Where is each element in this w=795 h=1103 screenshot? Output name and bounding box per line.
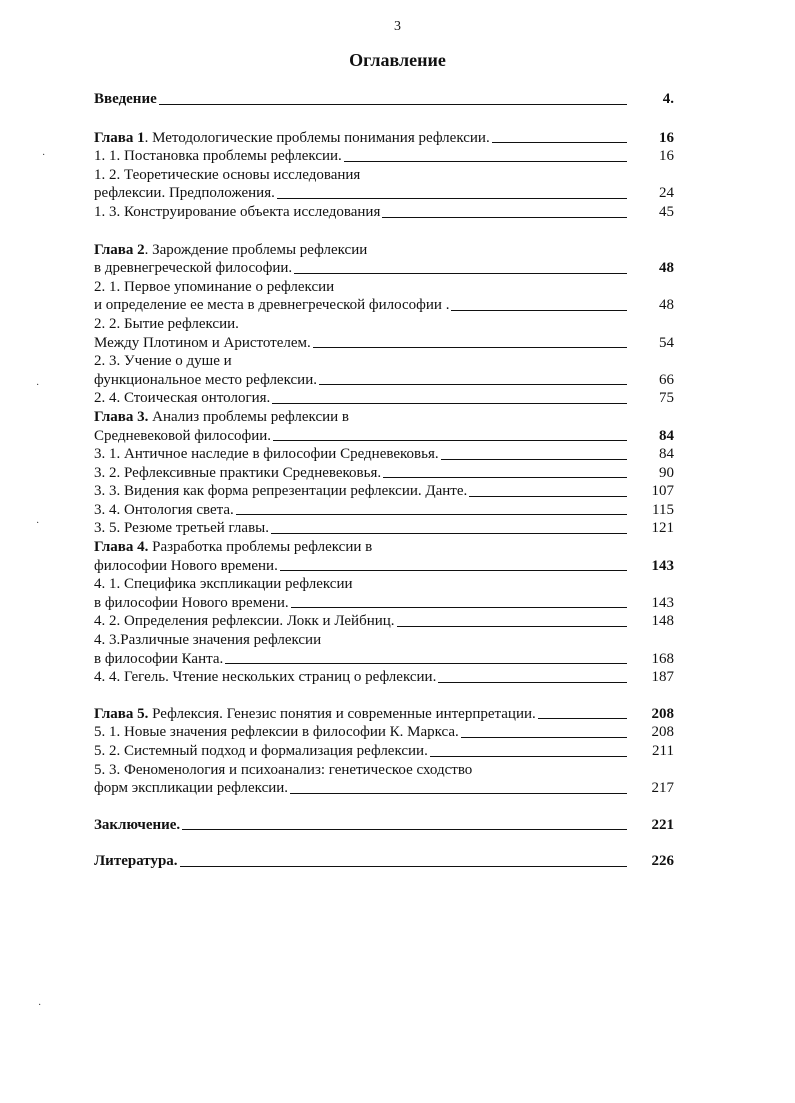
section-title: в философии Нового времени. bbox=[94, 594, 289, 611]
section-title: 5. 1. Новые значения рефлексии в философии К. Маркса. bbox=[94, 724, 459, 741]
toc-entry-label: Введение bbox=[94, 91, 157, 107]
toc-page-number: 208 bbox=[651, 705, 674, 722]
section-title: 1. 3. Конструирование объекта исследования bbox=[94, 203, 381, 220]
section-title: 3. 2. Рефлексивные практики Средневековья. bbox=[94, 464, 382, 481]
toc-section-3-4[interactable] bbox=[94, 501, 674, 520]
toc-chapter-2[interactable] bbox=[94, 259, 674, 278]
dot-leader bbox=[313, 347, 627, 348]
toc-section-2-2-line1: 2. 2. Бытие рефлексии. bbox=[94, 315, 239, 332]
chapter-title: философии Нового времени. bbox=[94, 557, 278, 574]
toc-page-number: 211 bbox=[652, 743, 674, 759]
dot-leader bbox=[383, 477, 627, 478]
toc-page-number: 168 bbox=[651, 650, 674, 667]
toc-chapter-3[interactable] bbox=[94, 427, 674, 446]
dot-leader bbox=[236, 514, 627, 515]
table-of-contents bbox=[94, 90, 674, 871]
dot-leader bbox=[438, 682, 627, 683]
toc-page-number: 121 bbox=[651, 520, 674, 537]
chapter-title: . Зарождение проблемы рефлексии bbox=[144, 241, 368, 258]
section-title: 1. 1. Постановка проблемы рефлексии. bbox=[94, 148, 342, 165]
toc-page-number: 75 bbox=[659, 390, 674, 407]
toc-page-number: 90 bbox=[659, 464, 674, 481]
scan-speck: · bbox=[36, 518, 40, 529]
toc-section-4-1[interactable] bbox=[94, 594, 674, 613]
toc-section-1-2-line1: 1. 2. Теоретические основы исследования bbox=[94, 166, 361, 183]
section-title: 3. 1. Античное наследие в философии Средневековья. bbox=[94, 446, 439, 463]
toc-page-number: 45 bbox=[659, 203, 674, 220]
section-title: 3. 4. Онтология света. bbox=[94, 501, 234, 518]
toc-chapter-5[interactable] bbox=[94, 705, 674, 724]
scan-speck: · bbox=[38, 1000, 42, 1011]
section-title: и определение ее места в древнегреческой философии . bbox=[94, 297, 450, 314]
toc-section-2-3-line1: 2. 3. Учение о душе и bbox=[94, 353, 232, 370]
page-title: Оглавление bbox=[349, 50, 446, 70]
toc-page-number: 208 bbox=[651, 724, 674, 741]
toc-section-5-1[interactable] bbox=[94, 723, 674, 742]
toc-page-number: 84 bbox=[659, 446, 674, 463]
toc-page-number: 143 bbox=[651, 557, 674, 574]
toc-page-number: 48 bbox=[659, 297, 674, 314]
toc-entry-literature[interactable] bbox=[94, 852, 674, 871]
toc-section-2-2[interactable] bbox=[94, 334, 674, 353]
toc-section-4-2[interactable] bbox=[94, 612, 674, 631]
toc-chapter-4-line1 bbox=[94, 538, 674, 557]
toc-section-4-4[interactable] bbox=[94, 668, 674, 687]
chapter-title: Средневековой философии. bbox=[94, 427, 272, 444]
chapter-label: Глава 1 bbox=[94, 129, 145, 146]
dot-leader bbox=[272, 403, 627, 404]
dot-leader bbox=[294, 273, 627, 274]
section-title: 4. 2. Определения рефлексии. Локк и Лейбниц. bbox=[94, 613, 395, 630]
dot-leader bbox=[451, 310, 627, 311]
page-number: 3 bbox=[394, 19, 401, 34]
toc-section-3-5[interactable] bbox=[94, 519, 674, 538]
toc-page-number: 187 bbox=[651, 669, 674, 686]
scan-speck: · bbox=[42, 150, 46, 161]
dot-leader bbox=[538, 718, 627, 719]
dot-leader bbox=[397, 626, 627, 627]
chapter-title: . Методологические проблемы понимания рефлексии. bbox=[144, 129, 490, 146]
toc-page-number: 221 bbox=[651, 816, 674, 833]
chapter-label: Глава 4. bbox=[94, 539, 149, 556]
toc-entry-label: Заключение. bbox=[94, 816, 181, 833]
toc-section-2-1-line1: 2. 1. Первое упоминание о рефлексии bbox=[94, 278, 335, 295]
chapter-label: Глава 3. bbox=[94, 408, 149, 425]
toc-chapter-1[interactable] bbox=[94, 129, 674, 148]
toc-section-4-1-line1: 4. 1. Специфика экспликации рефлексии bbox=[94, 576, 353, 593]
section-title: 5. 2. Системный подход и формализация рефлексии. bbox=[94, 743, 428, 759]
toc-page-number: 54 bbox=[659, 334, 674, 351]
section-title: рефлексии. Предположения. bbox=[94, 185, 275, 202]
dot-leader bbox=[441, 459, 627, 460]
toc-page-number: 4. bbox=[662, 91, 674, 107]
dot-leader bbox=[225, 663, 627, 664]
toc-section-5-2[interactable] bbox=[94, 742, 674, 761]
toc-section-3-2[interactable] bbox=[94, 464, 674, 483]
dot-leader bbox=[344, 161, 627, 162]
toc-entry-label: Литература. bbox=[94, 853, 178, 870]
section-title: в философии Канта. bbox=[94, 650, 224, 667]
toc-section-3-1[interactable] bbox=[94, 445, 674, 464]
toc-chapter-2-line1 bbox=[94, 241, 674, 260]
toc-page-number: 24 bbox=[659, 185, 674, 202]
dot-leader bbox=[430, 756, 627, 757]
toc-section-1-3[interactable] bbox=[94, 203, 674, 222]
toc-page-number: 115 bbox=[652, 501, 674, 518]
toc-page-number: 107 bbox=[651, 483, 674, 500]
toc-entry-intro[interactable] bbox=[94, 90, 674, 109]
toc-section-5-3-line1: 5. 3. Феноменология и психоанализ: генетическое сходство bbox=[94, 761, 473, 778]
dot-leader bbox=[319, 384, 627, 385]
toc-section-1-2[interactable] bbox=[94, 184, 674, 203]
chapter-title: Анализ проблемы рефлексии в bbox=[148, 408, 349, 425]
dot-leader bbox=[277, 198, 627, 199]
toc-page-number: 143 bbox=[651, 594, 674, 611]
dot-leader bbox=[469, 496, 627, 497]
dot-leader bbox=[291, 607, 627, 608]
toc-page-number: 16 bbox=[659, 129, 674, 146]
chapter-title: в древнегреческой философии. bbox=[94, 260, 293, 277]
section-title: 4. 4. Гегель. Чтение нескольких страниц о рефлексии. bbox=[94, 669, 437, 686]
section-title: функциональное место рефлексии. bbox=[94, 371, 317, 388]
section-title: Между Плотином и Аристотелем. bbox=[94, 334, 311, 351]
toc-page-number: 217 bbox=[651, 780, 674, 797]
dot-leader bbox=[273, 440, 627, 441]
chapter-label: Глава 2 bbox=[94, 241, 145, 258]
dot-leader bbox=[280, 570, 627, 571]
toc-section-1-1[interactable] bbox=[94, 147, 674, 166]
toc-section-3-3[interactable] bbox=[94, 482, 674, 501]
toc-section-2-4[interactable] bbox=[94, 389, 674, 408]
scan-speck: · bbox=[36, 380, 40, 391]
toc-page-number: 226 bbox=[651, 853, 674, 870]
toc-page-number: 16 bbox=[659, 148, 674, 165]
toc-page-number: 148 bbox=[651, 613, 674, 630]
toc-page-number: 66 bbox=[659, 371, 674, 388]
section-title: форм экспликации рефлексии. bbox=[94, 780, 289, 797]
toc-section-2-3[interactable] bbox=[94, 371, 674, 390]
section-title: 2. 4. Стоическая онтология. bbox=[94, 390, 271, 407]
toc-section-2-1[interactable] bbox=[94, 296, 674, 315]
toc-section-5-3[interactable] bbox=[94, 779, 674, 798]
chapter-title: Рефлексия. Генезис понятия и современные интерпретации. bbox=[148, 705, 536, 722]
toc-entry-conclusion[interactable] bbox=[94, 816, 674, 835]
chapter-title: Разработка проблемы рефлексии в bbox=[148, 539, 373, 556]
dot-leader bbox=[290, 793, 627, 794]
toc-section-4-3[interactable] bbox=[94, 650, 674, 669]
dot-leader bbox=[159, 104, 627, 105]
dot-leader bbox=[492, 142, 627, 143]
dot-leader bbox=[382, 217, 627, 218]
chapter-label: Глава 5. bbox=[94, 705, 149, 722]
toc-page-number: 48 bbox=[659, 260, 674, 277]
dot-leader bbox=[461, 737, 627, 738]
toc-chapter-3-line1 bbox=[94, 408, 674, 427]
section-title: 3. 3. Видения как форма репрезентации рефлексии. Данте. bbox=[94, 483, 468, 500]
toc-chapter-4[interactable] bbox=[94, 557, 674, 576]
dot-leader bbox=[182, 829, 627, 830]
toc-page-number: 84 bbox=[659, 427, 674, 444]
dot-leader bbox=[271, 533, 627, 534]
toc-section-4-3-line1: 4. 3.Различные значения рефлексии bbox=[94, 632, 322, 649]
section-title: 3. 5. Резюме третьей главы. bbox=[94, 520, 269, 537]
dot-leader bbox=[180, 866, 627, 867]
